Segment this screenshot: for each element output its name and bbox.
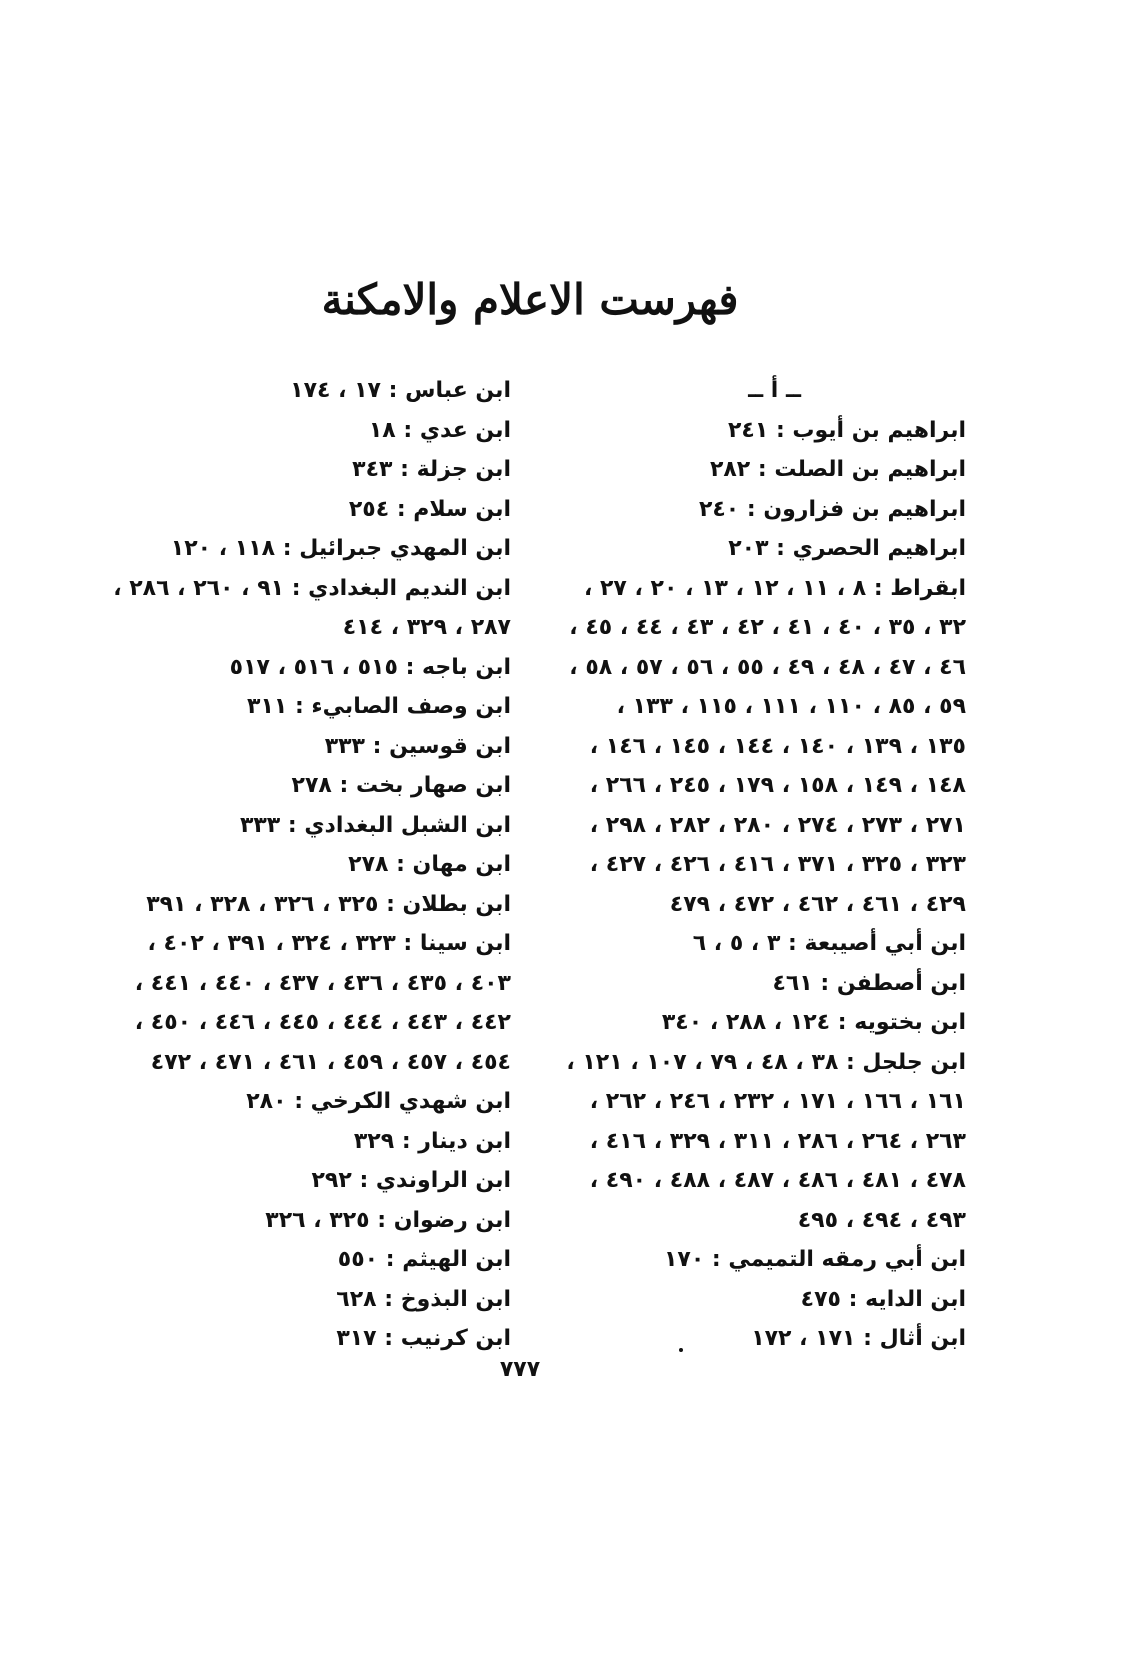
- index-entry-continuation: ١٦١ ، ١٦٦ ، ١٧١ ، ٢٣٢ ، ٢٤٦ ، ٢٦٢ ،: [589, 1089, 966, 1114]
- index-entry: ابقراط : ٨ ، ١١ ، ١٢ ، ١٣ ، ٢٠ ، ٢٧ ،: [583, 575, 966, 601]
- index-entry: ابن بختويه : ١٢٤ ، ٢٨٨ ، ٣٤٠: [661, 1010, 966, 1035]
- index-entry: ابن الهيثم : ٥٥٠: [337, 1247, 511, 1272]
- index-entry: ابن البذوخ : ٦٢٨: [336, 1286, 511, 1312]
- index-entry: ابن صهار بخت : ٢٧٨: [291, 773, 511, 798]
- index-entry: ابراهيم بن فزارون : ٢٤٠: [698, 496, 966, 522]
- index-entry-continuation: ١٤٨ ، ١٤٩ ، ١٥٨ ، ١٧٩ ، ٢٤٥ ، ٢٦٦ ،: [589, 773, 966, 798]
- index-entry: ابن عباس : ١٧ ، ١٧٤: [290, 378, 511, 403]
- index-entry: ابن رضوان : ٣٢٥ ، ٣٢٦: [265, 1207, 511, 1233]
- index-entry-continuation: ٤٤٢ ، ٤٤٣ ، ٤٤٤ ، ٤٤٥ ، ٤٤٦ ، ٤٥٠ ،: [134, 1010, 511, 1035]
- index-entry: ابن قوسين : ٣٣٣: [324, 733, 511, 759]
- index-entry: ابن المهدي جبرائيل : ١١٨ ، ١٢٠: [170, 536, 511, 561]
- index-entry-continuation: ٤٢٩ ، ٤٦١ ، ٤٦٢ ، ٤٧٢ ، ٤٧٩: [669, 891, 966, 917]
- index-entry: ابن باجه : ٥١٥ ، ٥١٦ ، ٥١٧: [229, 654, 511, 680]
- page-number: ٧٧٧: [499, 1357, 541, 1382]
- index-entry: ابن شهدي الكرخي : ٢٨٠: [246, 1089, 511, 1114]
- index-entry: ابراهيم بن الصلت : ٢٨٢: [709, 457, 966, 482]
- index-entry-continuation: ٢٧١ ، ٢٧٣ ، ٢٧٤ ، ٢٨٠ ، ٢٨٢ ، ٢٩٨ ،: [589, 812, 966, 838]
- index-entry: ابن أبي أصيبعة : ٣ ، ٥ ، ٦: [692, 931, 966, 956]
- index-entry: ابن بطلان : ٣٢٥ ، ٣٢٦ ، ٣٢٨ ، ٣٩١: [146, 891, 511, 917]
- index-entry-continuation: ٤٧٨ ، ٤٨١ ، ٤٨٦ ، ٤٨٧ ، ٤٨٨ ، ٤٩٠ ،: [589, 1168, 966, 1193]
- section-letter: ــ أ ــ: [748, 378, 801, 403]
- index-entry: ابن الدايه : ٤٧٥: [800, 1286, 966, 1312]
- index-entry-continuation: ٤٠٣ ، ٤٣٥ ، ٤٣٦ ، ٤٣٧ ، ٤٤٠ ، ٤٤١ ،: [134, 970, 511, 996]
- index-entry-continuation: ٤٥٤ ، ٤٥٧ ، ٤٥٩ ، ٤٦١ ، ٤٧١ ، ٤٧٢: [150, 1049, 511, 1075]
- index-column-right: [546, 371, 966, 1359]
- index-entry: ابن كرنيب : ٣١٧: [336, 1326, 511, 1351]
- index-entry-continuation: ٣٢ ، ٣٥ ، ٤٠ ، ٤١ ، ٤٢ ، ٤٣ ، ٤٤ ، ٤٥ ،: [569, 615, 966, 640]
- index-entry-continuation: ٤٩٣ ، ٤٩٤ ، ٤٩٥: [797, 1207, 966, 1233]
- index-entry: ابن دينار : ٣٢٩: [353, 1128, 511, 1154]
- index-entry-continuation: ١٣٥ ، ١٣٩ ، ١٤٠ ، ١٤٤ ، ١٤٥ ، ١٤٦ ،: [589, 733, 966, 759]
- page-title: فهرست الاعلام والامكنة: [321, 275, 739, 324]
- index-entry: ابراهيم الحصري : ٢٠٣: [728, 536, 966, 561]
- index-entry-continuation: ٥٩ ، ٨٥ ، ١١٠ ، ١١١ ، ١١٥ ، ١٣٣ ،: [616, 694, 966, 719]
- index-entry: ابن أصطفن : ٤٦١: [772, 970, 966, 996]
- index-entry: ابن جلجل : ٣٨ ، ٤٨ ، ٧٩ ، ١٠٧ ، ١٢١ ،: [566, 1049, 966, 1075]
- index-entry: ابن سلام : ٢٥٤: [348, 496, 511, 522]
- index-entry: ابن عدي : ١٨: [368, 417, 511, 443]
- index-column-left: [91, 371, 511, 1359]
- index-entry: ابن النديم البغدادي : ٩١ ، ٢٦٠ ، ٢٨٦ ،: [113, 575, 511, 601]
- index-entry: ابن سينا : ٣٢٣ ، ٣٢٤ ، ٣٩١ ، ٤٠٢ ،: [147, 931, 511, 956]
- index-entry-continuation: ٤٦ ، ٤٧ ، ٤٨ ، ٤٩ ، ٥٥ ، ٥٦ ، ٥٧ ، ٥٨ ،: [569, 654, 966, 680]
- index-entry-continuation: ٢٦٣ ، ٢٦٤ ، ٢٨٦ ، ٣١١ ، ٣٢٩ ، ٤١٦ ،: [589, 1128, 966, 1154]
- index-entry: ابن أبي رمقه التميمي : ١٧٠: [663, 1247, 966, 1272]
- index-entry-continuation: ٢٨٧ ، ٣٢٩ ، ٤١٤: [342, 615, 511, 640]
- index-entry: ابن مهان : ٢٧٨: [348, 852, 511, 877]
- index-entry: ابن جزلة : ٣٤٣: [352, 457, 511, 482]
- index-entry: ابن الراوندي : ٢٩٢: [311, 1168, 511, 1193]
- index-entry: ابن أثال : ١٧١ ، ١٧٢: [751, 1326, 966, 1351]
- index-entry: ابن الشبل البغدادي : ٣٣٣: [239, 812, 511, 838]
- index-entry: ابراهيم بن أيوب : ٢٤١: [727, 417, 966, 443]
- index-entry: ابن وصف الصابيء : ٣١١: [247, 694, 511, 719]
- index-entry-continuation: ٣٢٣ ، ٣٢٥ ، ٣٧١ ، ٤١٦ ، ٤٢٦ ، ٤٢٧ ،: [589, 852, 966, 877]
- ink-dot: [679, 1348, 683, 1352]
